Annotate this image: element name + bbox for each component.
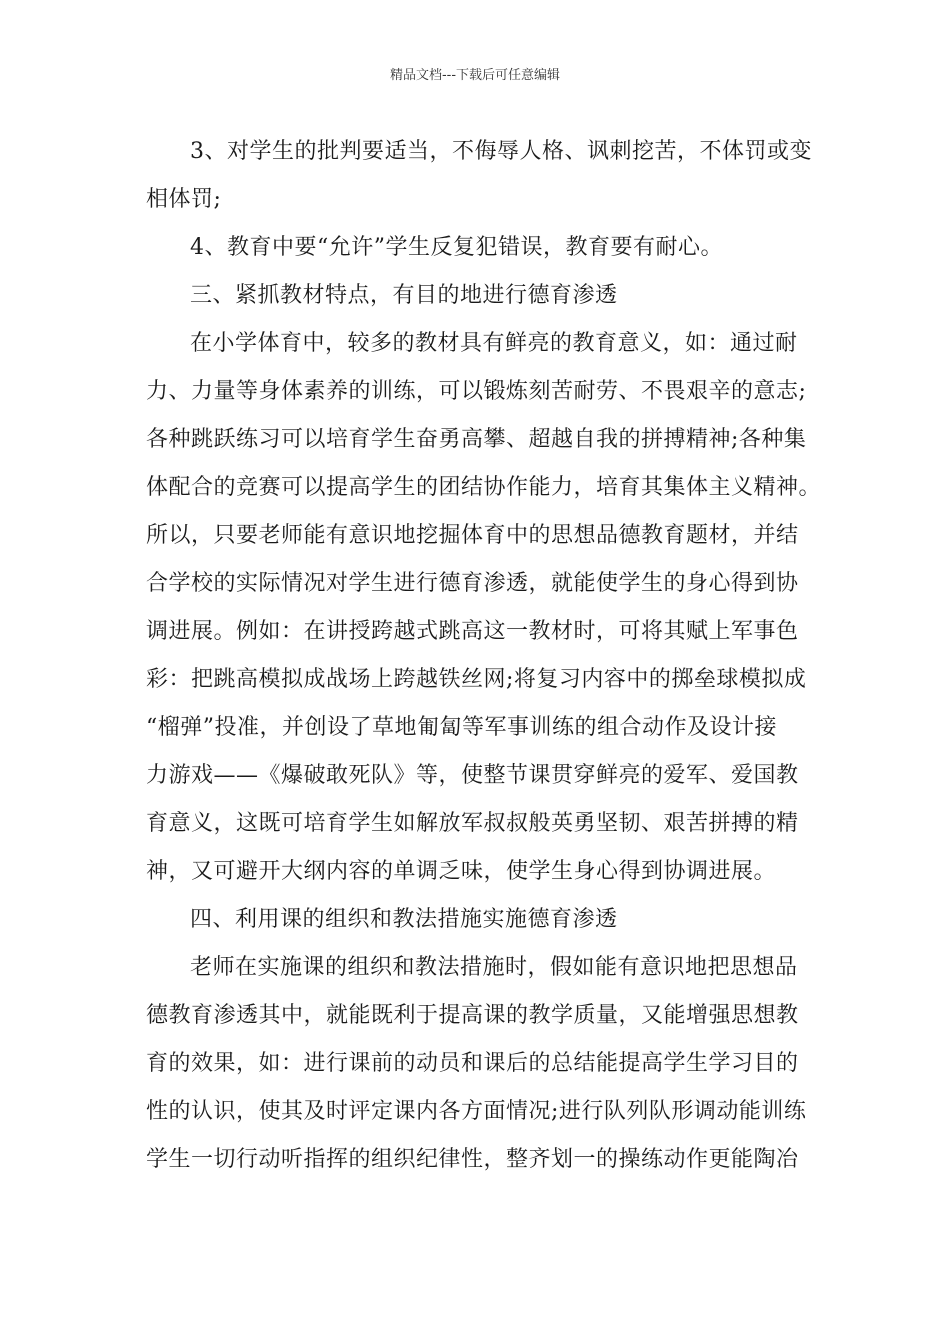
paragraph-line: 老师在实施课的组织和教法措施时，假如能有意识地把思想品 <box>190 955 798 980</box>
page-header: 精品文档---下载后可任意编辑 <box>389 68 561 83</box>
paragraph-line: “榴弹”投准，并创设了草地匍匐等军事训练的组合动作及设计接 <box>146 715 777 740</box>
paragraph-line: 德教育渗透其中，就能既利于提高课的教学质量，又能增强思想教 <box>146 1003 799 1028</box>
paragraph-line: 性的认识，使其及时评定课内各方面情况;进行队列队形调动能训练 <box>146 1099 807 1124</box>
document-body <box>146 128 826 1184</box>
paragraph-line: 学生一切行动听指挥的组织纪律性，整齐划一的操练动作更能陶冶 <box>146 1147 799 1172</box>
paragraph-line: 调进展。例如：在讲授跨越式跳高这一教材时，可将其赋上军事色 <box>146 619 799 644</box>
paragraph-line: 4、教育中要“允许”学生反复犯错误，教育要有耐心。 <box>190 235 723 260</box>
paragraph-line: 彩：把跳高模拟成战场上跨越铁丝网;将复习内容中的掷垒球模拟成 <box>146 667 807 692</box>
paragraph-line: 神，又可避开大纲内容的单调乏味，使学生身心得到协调进展。 <box>146 859 777 884</box>
section-heading: 四、利用课的组织和教法措施实施德育渗透 <box>190 907 618 932</box>
paragraph-line: 力、力量等身体素养的训练，可以锻炼刻苦耐劳、不畏艰辛的意志; <box>146 379 807 404</box>
paragraph-line: 力游戏——《爆破敢死队》等，使整节课贯穿鲜亮的爱军、爱国教 <box>146 763 799 788</box>
paragraph-line: 在小学体育中，较多的教材具有鲜亮的教育意义，如：通过耐 <box>190 331 798 356</box>
paragraph-line: 体配合的竞赛可以提高学生的团结协作能力，培育其集体主义精神。 <box>146 475 822 500</box>
paragraph-line: 所以，只要老师能有意识地挖掘体育中的思想品德教育题材，并结 <box>146 523 799 548</box>
paragraph-line: 3、对学生的批判要适当，不侮辱人格、讽刺挖苦，不体罚或变 <box>190 139 812 164</box>
paragraph-line: 育意义，这既可培育学生如解放军叔叔般英勇坚韧、艰苦拼搏的精 <box>146 811 799 836</box>
paragraph-line: 相体罚; <box>146 187 222 212</box>
paragraph-line: 各种跳跃练习可以培育学生奋勇高攀、超越自我的拼搏精神;各种集 <box>146 427 807 452</box>
paragraph-line: 育的效果，如：进行课前的动员和课后的总结能提高学生学习目的 <box>146 1051 799 1076</box>
paragraph-line: 合学校的实际情况对学生进行德育渗透，就能使学生的身心得到协 <box>146 571 799 596</box>
section-heading: 三、紧抓教材特点，有目的地进行德育渗透 <box>190 283 618 308</box>
